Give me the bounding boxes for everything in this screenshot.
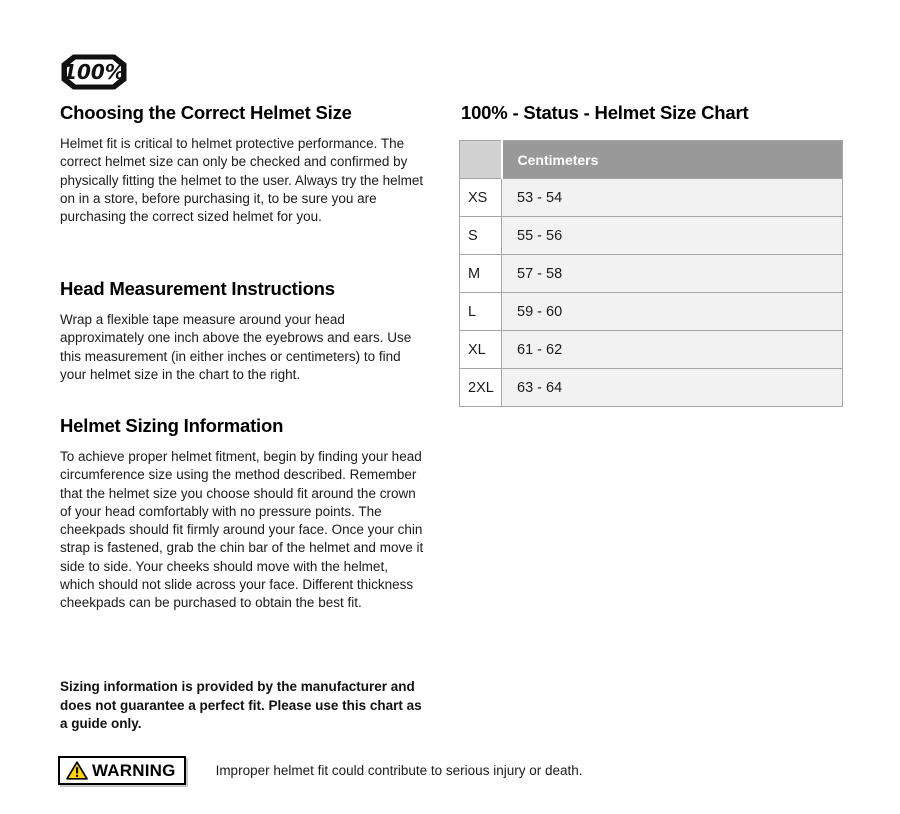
table-row (460, 331, 843, 369)
heading-head-measurement: Head Measurement Instructions (60, 278, 335, 299)
size-range-cm: 59 - 60 (502, 293, 843, 331)
warning-badge (58, 756, 186, 785)
size-label: XS (460, 179, 502, 217)
heading-choosing-helmet-size: Choosing the Correct Helmet Size (60, 102, 352, 123)
table-row (460, 179, 843, 217)
table-row (460, 255, 843, 293)
size-label: 2XL (460, 369, 502, 407)
table-header-row (460, 141, 843, 179)
size-label: L (460, 293, 502, 331)
size-range-cm: 61 - 62 (502, 331, 843, 369)
warning-triangle-icon (66, 761, 88, 780)
heading-helmet-sizing-info: Helmet Sizing Information (60, 415, 284, 436)
logo-text: 100% (63, 60, 125, 84)
paragraph-sizing-information: To achieve proper helmet fitment, begin by finding your head circumference size using the method described. Remember that the helmet size you choose should fit around the crown of your head comfortably with no pressure points. The cheekpads should fit firmly around your face. Once your chin strap is fastened, grab the chin bar of the helmet and move it side to side. Your cheeks should move with the helmet, which should not slide across your face. Different thickness cheekpads can be purchased to obtain the best fit. (60, 449, 424, 611)
size-chart-title: 100% - Status - Helmet Size Chart (461, 102, 749, 123)
size-range-cm: 53 - 54 (502, 179, 843, 217)
sizing-disclaimer: Sizing information is provided by the manufacturer and does not guarantee a perfect fit. Please use this chart as a guide only. (60, 679, 422, 732)
size-range-cm: 63 - 64 (502, 369, 843, 407)
table-row (460, 369, 843, 407)
paragraph-helmet-fit: Helmet fit is critical to helmet protective performance. The correct helmet size can only be checked and confirmed by physically fitting the helmet to the user. Always try the helmet on in a store, before purchasing it, to be sure you are purchasing the correct sized helmet for you. (60, 136, 424, 225)
warning-label: WARNING (92, 761, 176, 780)
warning-row (58, 756, 583, 785)
size-range-cm: 57 - 58 (502, 255, 843, 293)
table-row (460, 293, 843, 331)
brand-logo-100percent-icon (60, 53, 128, 91)
size-range-cm: 55 - 56 (502, 217, 843, 255)
size-label: S (460, 217, 502, 255)
table-row (460, 217, 843, 255)
size-column-header-empty (460, 141, 502, 179)
paragraph-measurement-instructions: Wrap a flexible tape measure around your head approximately one inch above the eyebrows and ears. Use this measurement (in either inches or centimeters) to find your helmet size in the chart to the right. (60, 312, 412, 382)
helmet-size-table (459, 140, 843, 407)
centimeters-column-header: Centimeters (502, 141, 843, 179)
size-label: M (460, 255, 502, 293)
size-label: XL (460, 331, 502, 369)
warning-text: Improper helmet fit could contribute to serious injury or death. (215, 763, 583, 778)
